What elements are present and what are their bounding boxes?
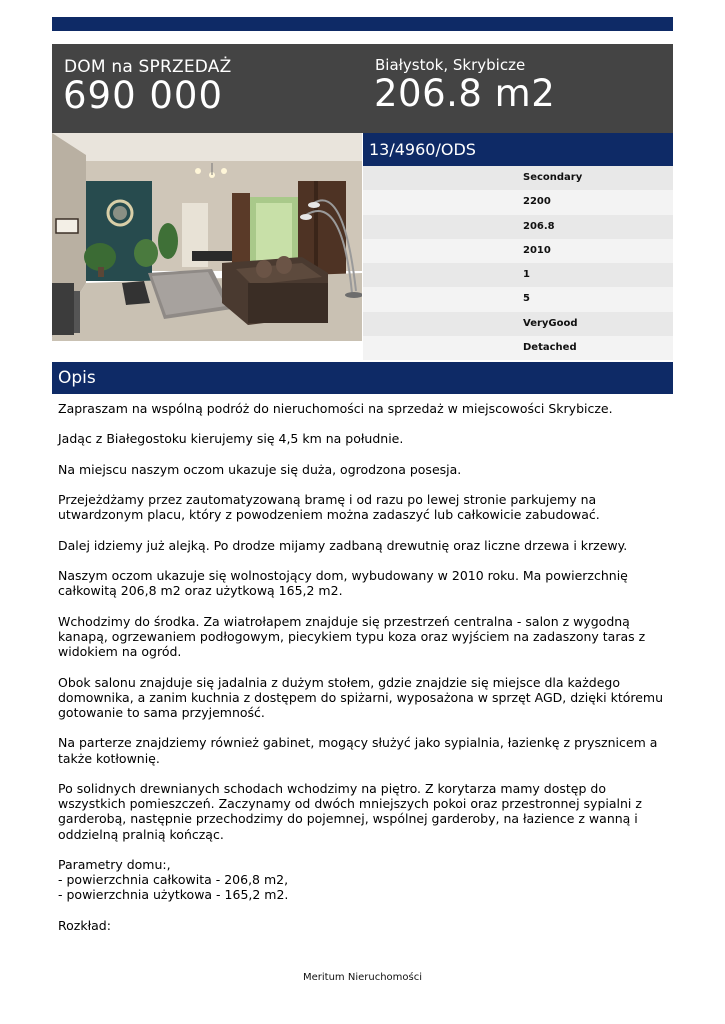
description-section-header — [52, 362, 673, 394]
description-paragraph: Po solidnych drewnianych schodach wchodzimy na piętro. Z korytarza mamy dostęp do wszystkich pomieszczeń. Zaczynamy od dwóch mniejszych pokoi oraz przestronnej sypialni z garderobą, następnie przechodzimy do pojemnej, wspólnej garderoby, na łazience z wanną i oddzielną pralnią kończąc. — [58, 780, 642, 842]
description-paragraph: Na parterze znajdziemy również gabinet, mogący służyć jako sypialnia, łazienkę z prysznicem a także kotłownię. — [58, 735, 658, 766]
description-paragraph: Przejeżdżamy przez zautomatyzowaną bramę i od razu po lewej stronie parkujemy na utwardzonym placu, który z powodzeniem można zadaszyć lub całkowicie zabudować. — [58, 492, 600, 523]
parameter-value: 1 — [523, 269, 530, 280]
parameter-value: 206.8 — [523, 220, 555, 232]
parameter-value: 5 — [523, 293, 530, 305]
parameter-value: VeryGood — [523, 317, 578, 329]
section-title: Opis — [58, 368, 96, 388]
footer-agency: Meritum Nieruchomości — [302, 972, 422, 983]
description-paragraph: Wchodzimy do środka. Za wiatrołapem znajduje się przestrzeń centralna - salon z wygodną kanapą, ogrzewaniem podłogowym, piecykiem typu koza oraz wyjściem na zadaszony taras z widokiem na ogród. — [58, 613, 646, 660]
parameter-value: 2010 — [523, 244, 551, 256]
description-paragraph: Naszym oczom ukazuje się wolnostojący dom, wybudowany w 2010 roku. Ma powierzchnię całkowitą 206,8 m2 oraz użytkową 165,2 m2. — [58, 568, 628, 599]
parameter-row — [363, 263, 673, 287]
price: 690 000 — [63, 74, 224, 117]
description-paragraph: Jadąc z Białegostoku kierujemy się 4,5 km na południe. — [58, 431, 404, 447]
property-photo — [52, 133, 362, 341]
parameter-value: 2200 — [523, 196, 551, 208]
description-paragraph: Obok salonu znajduje się jadalnia z dużym stołem, gdzie znajdzie się miejsce dla każdego domownika, a zanim kuchnia z dostępem do spiżarni, wyposażona w sprzęt AGD, dzięki któremu gotowanie to sama przyjemność. — [58, 674, 664, 720]
description-paragraph: Zapraszam na wspólną podróż do nieruchomości na sprzedaż w miejscowości Skrybicze. — [58, 401, 613, 416]
description-body — [58, 401, 670, 948]
parameter-value: Secondary — [523, 172, 583, 183]
location: Białystok, Skrybicze — [375, 56, 526, 74]
parameter-row — [363, 287, 673, 311]
property-type-label: DOM na SPRZEDAŻ — [64, 57, 232, 77]
description-paragraph: Rozkład: — [58, 917, 111, 933]
reference-bar — [363, 133, 673, 166]
top-accent-bar — [52, 17, 673, 31]
parameter-row — [363, 166, 673, 190]
area: 206.8 m2 — [374, 72, 556, 115]
description-paragraph: Parametry domu:, - powierzchnia całkowita - 206,8 m2, - powierzchnia użytkowa - 165,2 m2. — [58, 856, 289, 903]
parameter-row — [363, 190, 673, 214]
description-paragraph: Na miejscu naszym oczom ukazuje się duża, ogrodzona posesja. — [58, 461, 462, 477]
parameter-value: Detached — [523, 341, 577, 353]
parameter-row — [363, 215, 673, 239]
parameter-row — [363, 239, 673, 263]
parameter-row — [363, 312, 673, 336]
parameters-table — [363, 166, 673, 360]
description-paragraph: Dalej idziemy już alejką. Po drodze mijamy zadbaną drewutnię oraz liczne drzewa i krzewy. — [58, 537, 628, 553]
parameter-row — [363, 336, 673, 360]
reference-number: 13/4960/ODS — [369, 140, 476, 159]
listing-header — [52, 44, 673, 133]
